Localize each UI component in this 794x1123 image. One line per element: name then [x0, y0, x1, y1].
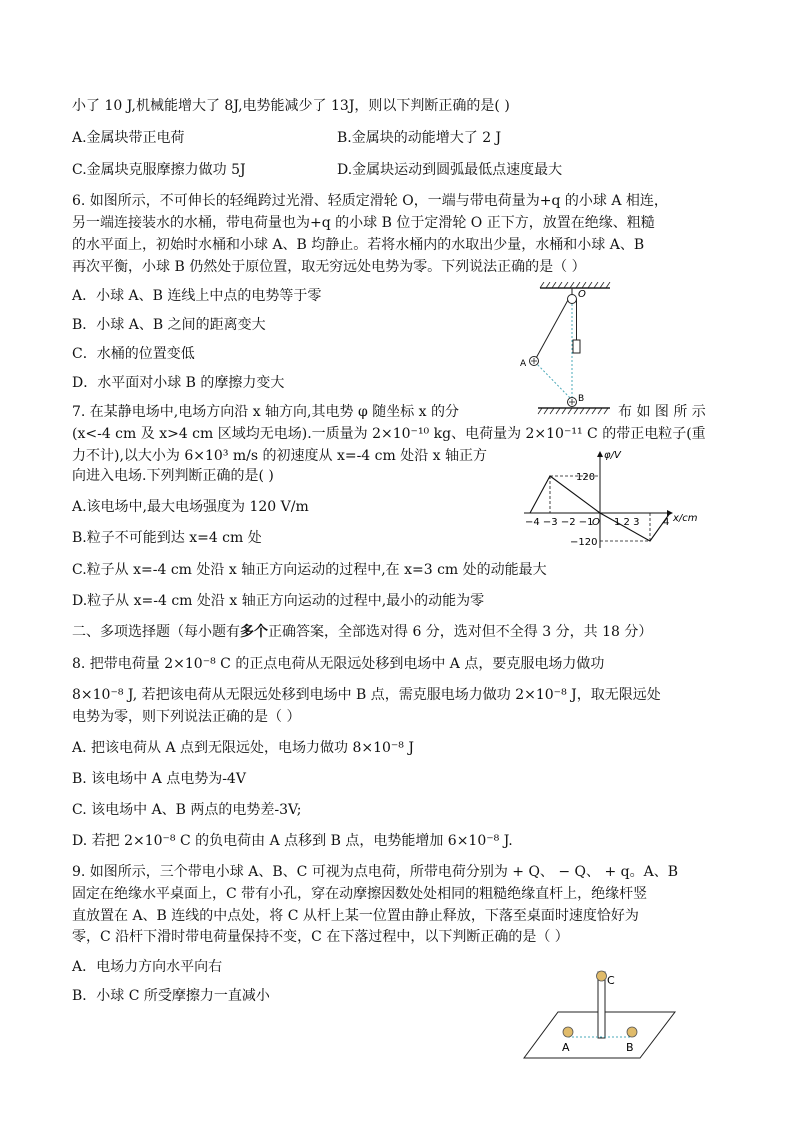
q7-y-tick-120: 120 [576, 472, 596, 483]
q7-y-tick-neg120: −120 [570, 537, 598, 548]
q6-pulley-figure [510, 282, 620, 417]
q7-stem-line-4: 向进入电场.下列判断正确的是( ) [72, 468, 274, 484]
section-2-title [72, 622, 652, 642]
q7-stem-line-2: (x<-4 cm 及 x>4 cm 区域均无电场).一质量为 2×10⁻¹⁰ kg、电荷量为 2×10⁻¹¹ C 的带正电粒子(重 [72, 426, 706, 442]
q7-x-axis-label: x/cm [673, 513, 698, 524]
q6-label-o: O [578, 289, 586, 300]
section-2-title-pre: 二、多项选择题（每小题有 [72, 624, 240, 640]
q9-label-c: C [607, 974, 615, 987]
q8-stem-line-3: 电势为零，则下列说法正确的是（ ） [72, 709, 301, 725]
q6-option-a: A．小球 A、B 连线上中点的电势等于零 [72, 288, 322, 304]
q9-stem-line-1: 9. 如图所示，三个带电小球 A、B、C 可视为点电荷，所带电荷分别为 + Q、 − Q、 + q。A、B [72, 864, 679, 880]
q7-option-b: B.粒子不可能到达 x=4 cm 处 [72, 530, 262, 546]
section-2-title-bold: 多个 [240, 624, 268, 640]
q8-stem-line-1: 8. 把带电荷量 2×10⁻⁸ C 的正点电荷从无限远处移到电场中 A 点，要克服电场力做功 [72, 656, 605, 672]
q6-stem-line-1: 6. 如图所示，不可伸长的轻绳跨过光滑、轻质定滑轮 O，一端与带电荷量为+q 的小球 A 相连， [72, 193, 668, 209]
q8-option-a: A. 把该电荷从 A 点到无限远处，电场力做功 8×10⁻⁸ J [72, 740, 414, 756]
q6-option-c: C．水桶的位置变低 [72, 346, 195, 362]
q6-stem-line-3: 的水平面上，初始时水桶和小球 A、B 均静止。若将水桶内的水取出少量，水桶和小球 A、B [72, 237, 645, 253]
q9-label-a: A [562, 1041, 570, 1054]
q5-option-b: B.金属块的动能增大了 2 J [337, 130, 502, 146]
q7-x-ticks-negative: −4 −3 −2 −1 [525, 517, 594, 528]
q7-stem-line-3: 力不计),以大小为 6×10³ m/s 的初速度从 x=-4 cm 处沿 x 轴正方 [72, 448, 488, 464]
q7-stem-line-1: 7. 在某静电场中,电场方向沿 x 轴方向,其电势 φ 随坐标 x 的分 [72, 404, 460, 420]
section-2-title-post: 正确答案，全部选对得 6 分，选对但不全得 3 分，共 18 分） [268, 624, 653, 640]
q9-option-b: B．小球 C 所受摩擦力一直减小 [72, 988, 270, 1004]
q6-stem-line-4: 再次平衡，小球 B 仍然处于原位置，取无穷远处电势为零。下列说法正确的是（ ） [72, 259, 586, 275]
q9-option-a: A．电场力方向水平向右 [72, 959, 223, 975]
q6-stem-line-2: 另一端连接装水的水桶，带电荷量也为+q 的小球 B 位于定滑轮 O 正下方，放置在绝缘、粗糙 [72, 215, 655, 231]
q6-option-d: D．水平面对小球 B 的摩擦力变大 [72, 375, 285, 391]
q9-label-b: B [626, 1041, 634, 1054]
q5-stem: 小了 10 J,机械能增大了 8J,电势能减少了 13J，则以下判断正确的是( ) [72, 98, 510, 114]
q7-stem-line-1-tail: 布 如 图 所 示 [618, 404, 706, 420]
q9-stem-line-2: 固定在绝缘水平桌面上，C 带有小孔，穿在动摩擦因数处处相同的粗糙绝缘直杆上，绝缘杆竖 [72, 886, 648, 902]
q7-potential-graph [520, 446, 710, 552]
q8-option-c: C. 该电场中 A、B 两点的电势差-3V; [72, 802, 302, 818]
q7-x-tick-4: 4 [663, 517, 670, 528]
q9-stem-line-3: 直放置在 A、B 连线的中点处，将 C 从杆上某一位置由静止释放，下落至桌面时速度恰好为 [72, 908, 639, 924]
q8-option-b: B. 该电场中 A 点电势为-4V [72, 771, 246, 787]
q6-label-b: B [578, 394, 585, 404]
q6-option-b: B．小球 A、B 之间的距离变大 [72, 317, 266, 333]
q7-option-c: C.粒子从 x=-4 cm 处沿 x 轴正方向运动的过程中,在 x=3 cm 处的动能最大 [72, 562, 547, 578]
q7-origin-label: O [592, 517, 600, 528]
q5-option-a: A.金属块带正电荷 [72, 130, 185, 146]
q8-stem-line-2: 8×10⁻⁸ J, 若把该电荷从无限远处移到电场中 B 点，需克服电场力做功 2×10⁻⁸ J，取无限远处 [72, 687, 661, 703]
q6-label-a: A [520, 359, 527, 369]
q9-table-rod-figure [520, 960, 680, 1064]
q5-option-c: C.金属块克服摩擦力做功 5J [72, 162, 246, 178]
q7-x-ticks-positive: 1 2 3 [614, 517, 640, 528]
q7-y-axis-label: φ/V [604, 450, 621, 461]
q7-option-d: D.粒子从 x=-4 cm 处沿 x 轴正方向运动的过程中,最小的动能为零 [72, 593, 485, 609]
q8-option-d: D. 若把 2×10⁻⁸ C 的负电荷由 A 点移到 B 点，电势能增加 6×10⁻⁸ J. [72, 833, 513, 849]
q5-option-d: D.金属块运动到圆弧最低点速度最大 [337, 162, 563, 178]
q9-stem-line-4: 零，C 沿杆下滑时带电荷量保持不变，C 在下落过程中，以下判断正确的是（ ） [72, 929, 569, 945]
q7-option-a: A.该电场中,最大电场强度为 120 V/m [72, 499, 309, 515]
